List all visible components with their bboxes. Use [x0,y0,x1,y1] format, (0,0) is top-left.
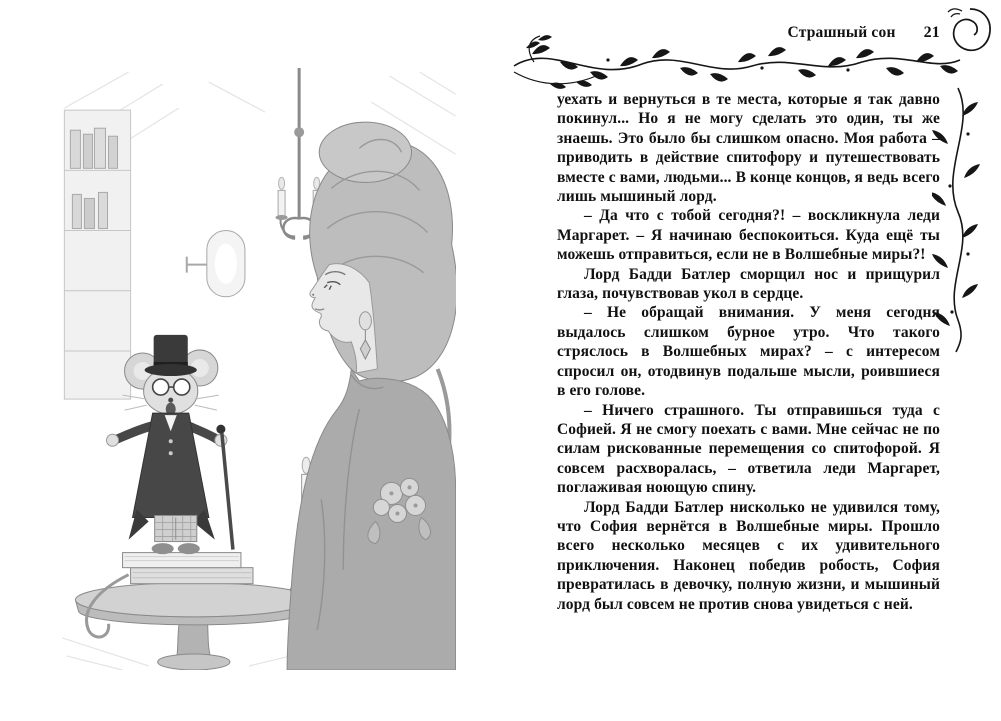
stacked-books [123,553,253,584]
paragraph: – Не обращай внимания. У меня сегодня выдалось слишком бурное утро. Что такого стряслось в Волшебных мирах? – с интересом спросил он, отодвинув подальше мысли, роившиеся в его голове. [557,304,940,400]
round-table [75,583,312,670]
mouse-lord-illustration [58,68,456,670]
paragraph: – Да что с тобой сегодня?! – воскликнула леди Маргарет. – Я начинаю беспокоиться. Куда ещё ты можешь отправиться, если не в Волшебные миры?! [557,207,940,264]
section-title: Страшный сон [787,24,896,41]
body-text [557,90,940,614]
bookshelf [64,110,130,399]
mouse-lord [107,335,233,554]
paragraph: Лорд Бадди Батлер сморщил нос и прищурил глаза, почувствовав укол в сердце. [557,265,940,303]
page-number: 21 [923,24,940,41]
wall-lamp [187,231,245,297]
floral-vine-top-icon [512,34,962,92]
paragraph: уехать и вернуться в те места, которые я так давно покинул... Но я не могу сделать это один, ты же знаешь. Это было бы слишком опасно. Моя работа – приводить в действие спитофору и путешествовать вместе с вами, людьми... В конце концов, я ведь всего лишь мышиный лорд. [557,91,940,206]
lady-margaret [287,122,456,670]
paragraph: – Ничего страшного. Ты отправишься туда с Софией. Я не смогу поехать с вами. Мне сейчас не по силам рискованные перемещения со спитофорой. Я совсем расхворалась, – ответила леди Маргарет, поглаживая ноющую спину. [557,401,940,497]
book-illustration [58,68,456,670]
floral-vine-right-icon [932,86,986,354]
paragraph: Лорд Бадди Батлер нисколько не удивился тому, что София вернётся в Волшебные миры. Прошло всего несколько месяцев с их удивительного приключения. Наконец победив робость, София превратилась в девочку, полную жизни, и мышиный лорд был совсем не против снова увидеться с ней. [557,498,940,613]
